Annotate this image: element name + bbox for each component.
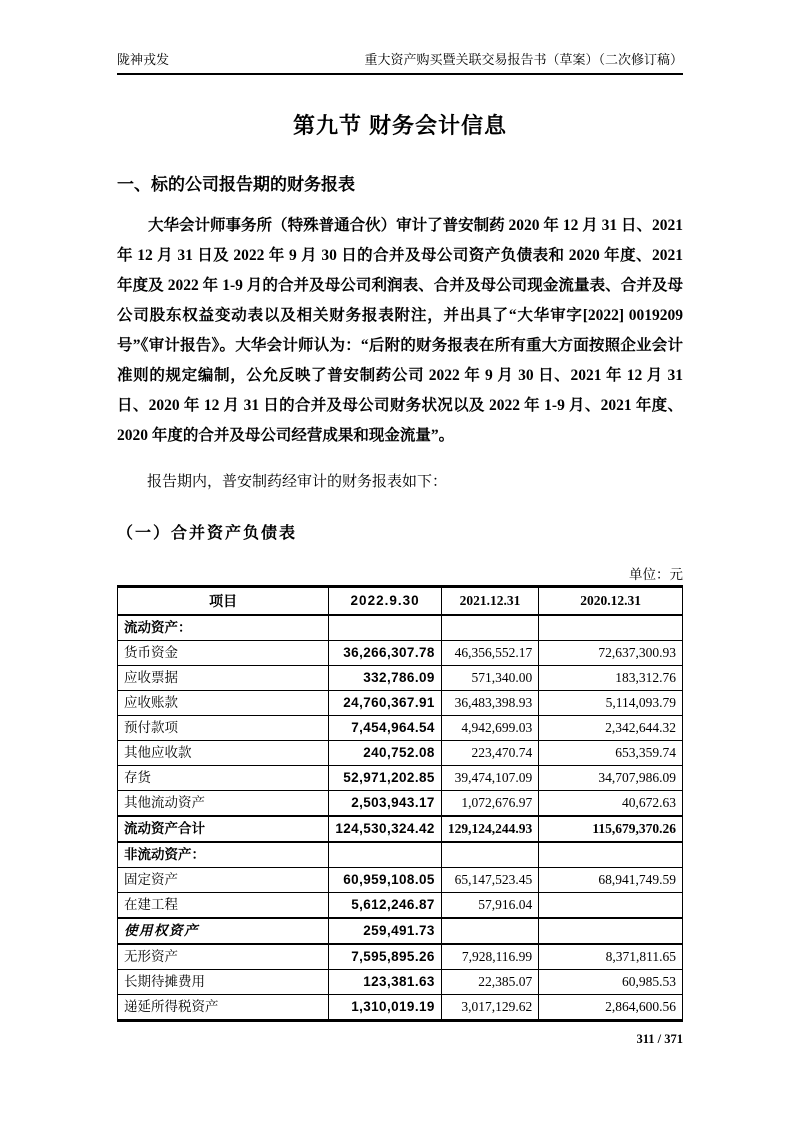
row-label: 其他应收款 [118, 741, 329, 766]
cell-2022 [329, 842, 441, 868]
cell-2020 [539, 615, 683, 641]
row-label: 递延所得税资产 [118, 995, 329, 1021]
cell-2020: 72,637,300.93 [539, 641, 683, 666]
row-label: 存货 [118, 766, 329, 791]
cell-2021 [441, 918, 538, 944]
intro-paragraph: 报告期内，普安制药经审计的财务报表如下： [147, 474, 448, 490]
row-label: 非流动资产： [118, 842, 329, 868]
table-row [118, 666, 683, 691]
cell-2022: 60,959,108.05 [329, 868, 441, 893]
row-label: 应收票据 [118, 666, 329, 691]
cell-2021: 39,474,107.09 [441, 766, 538, 791]
row-label: 货币资金 [118, 641, 329, 666]
cell-2021: 65,147,523.45 [441, 868, 538, 893]
cell-2022: 1,310,019.19 [329, 995, 441, 1021]
header-company-name: 陇神戎发 [117, 52, 170, 67]
cell-2021: 571,340.00 [441, 666, 538, 691]
cell-2022 [329, 615, 441, 641]
table-row [118, 791, 683, 817]
row-label: 应收账款 [118, 691, 329, 716]
row-label: 其他流动资产 [118, 791, 329, 817]
column-header-2020-12-31: 2020.12.31 [539, 587, 683, 616]
cell-2020: 653,359.74 [539, 741, 683, 766]
cell-2021: 36,483,398.93 [441, 691, 538, 716]
cell-2022: 332,786.09 [329, 666, 441, 691]
cell-2021: 1,072,676.97 [441, 791, 538, 817]
row-label: 长期待摊费用 [118, 970, 329, 995]
cell-2021: 46,356,552.17 [441, 641, 538, 666]
row-label: 流动资产： [118, 615, 329, 641]
subsection-heading: （一）合并资产负债表 [117, 525, 298, 542]
page-header [117, 0, 683, 75]
cell-2021: 129,124,244.93 [441, 816, 538, 842]
cell-2020 [539, 918, 683, 944]
cell-2022: 24,760,367.91 [329, 691, 441, 716]
row-label: 使用权资产 [118, 918, 329, 944]
cell-2021 [441, 615, 538, 641]
table-row [118, 842, 683, 868]
column-header-2022-09-30: 2022.9.30 [329, 587, 441, 616]
table-row [118, 716, 683, 741]
column-header-item: 项目 [118, 587, 329, 616]
table-row [118, 944, 683, 970]
row-label: 无形资产 [118, 944, 329, 970]
table-row [118, 691, 683, 716]
cell-2020 [539, 842, 683, 868]
table-row-right-of-use-assets [118, 918, 683, 944]
cell-2021: 22,385.07 [441, 970, 538, 995]
cell-2022: 7,454,964.54 [329, 716, 441, 741]
cell-2020: 68,941,749.59 [539, 868, 683, 893]
cell-2020: 2,342,644.32 [539, 716, 683, 741]
document-page [117, 0, 683, 1047]
table-row-total-current-assets [118, 816, 683, 842]
row-label: 流动资产合计 [118, 816, 329, 842]
cell-2020: 40,672.63 [539, 791, 683, 817]
cell-2022: 52,971,202.85 [329, 766, 441, 791]
page-number: 311 / 371 [636, 1032, 683, 1046]
cell-2021: 7,928,116.99 [441, 944, 538, 970]
balance-sheet-table [117, 585, 683, 1022]
cell-2022: 5,612,246.87 [329, 893, 441, 919]
table-header-row [118, 587, 683, 616]
cell-2022: 7,595,895.26 [329, 944, 441, 970]
cell-2022: 240,752.08 [329, 741, 441, 766]
table-row [118, 970, 683, 995]
cell-2020: 60,985.53 [539, 970, 683, 995]
cell-2021: 3,017,129.62 [441, 995, 538, 1021]
cell-2020 [539, 893, 683, 919]
cell-2021: 4,942,699.03 [441, 716, 538, 741]
table-row [118, 641, 683, 666]
unit-label: 单位：元 [629, 567, 683, 582]
table-row [118, 766, 683, 791]
row-label: 在建工程 [118, 893, 329, 919]
cell-2022: 259,491.73 [329, 918, 441, 944]
cell-2022: 36,266,307.78 [329, 641, 441, 666]
cell-2020: 34,707,986.09 [539, 766, 683, 791]
table-row [118, 995, 683, 1021]
table-row [118, 893, 683, 919]
row-label: 预付款项 [118, 716, 329, 741]
cell-2022: 124,530,324.42 [329, 816, 441, 842]
section-heading: 一、标的公司报告期的财务报表 [117, 175, 355, 194]
cell-2022: 2,503,943.17 [329, 791, 441, 817]
table-row [118, 868, 683, 893]
table-row [118, 741, 683, 766]
table-row [118, 615, 683, 641]
cell-2020: 2,864,600.56 [539, 995, 683, 1021]
cell-2021: 57,916.04 [441, 893, 538, 919]
cell-2020: 5,114,093.79 [539, 691, 683, 716]
cell-2022: 123,381.63 [329, 970, 441, 995]
cell-2020: 8,371,811.65 [539, 944, 683, 970]
header-report-title: 重大资产购买暨关联交易报告书（草案）（二次修订稿） [364, 52, 683, 67]
cell-2020: 115,679,370.26 [539, 816, 683, 842]
row-label: 固定资产 [118, 868, 329, 893]
cell-2021: 223,470.74 [441, 741, 538, 766]
column-header-2021-12-31: 2021.12.31 [441, 587, 538, 616]
chapter-title: 第九节 财务会计信息 [292, 113, 508, 138]
cell-2020: 183,312.76 [539, 666, 683, 691]
cell-2021 [441, 842, 538, 868]
audit-opinion-paragraph: 大华会计师事务所（特殊普通合伙）审计了普安制药 2020 年 12 月 31 日、2021 年 12 月 31 日及 2022 年 9 月 30 日的合并及母公司资产负债表和 2020 年度、2021 年度及 2022 年 1-9 月的合并及母公司利润表、合并及母公司现金流量表、合并及母公司股东权益变动表以及相关财务报表附注，并出具了“大华审字[2022] 0019209 号”《审计报告》。大华会计师认为：“后附的财务报表在所有重大方面按照企业会计准则的规定编制，公允反映了普安制药公司 2022 年 9 月 30 日、2021 年 12 月 31 日、2020 年 12 月 31 日的合并及母公司财务状况以及 2022 年 1-9 月、2021 年度、2020 年度的合并及母公司经营成果和现金流量”。 [117, 217, 683, 444]
